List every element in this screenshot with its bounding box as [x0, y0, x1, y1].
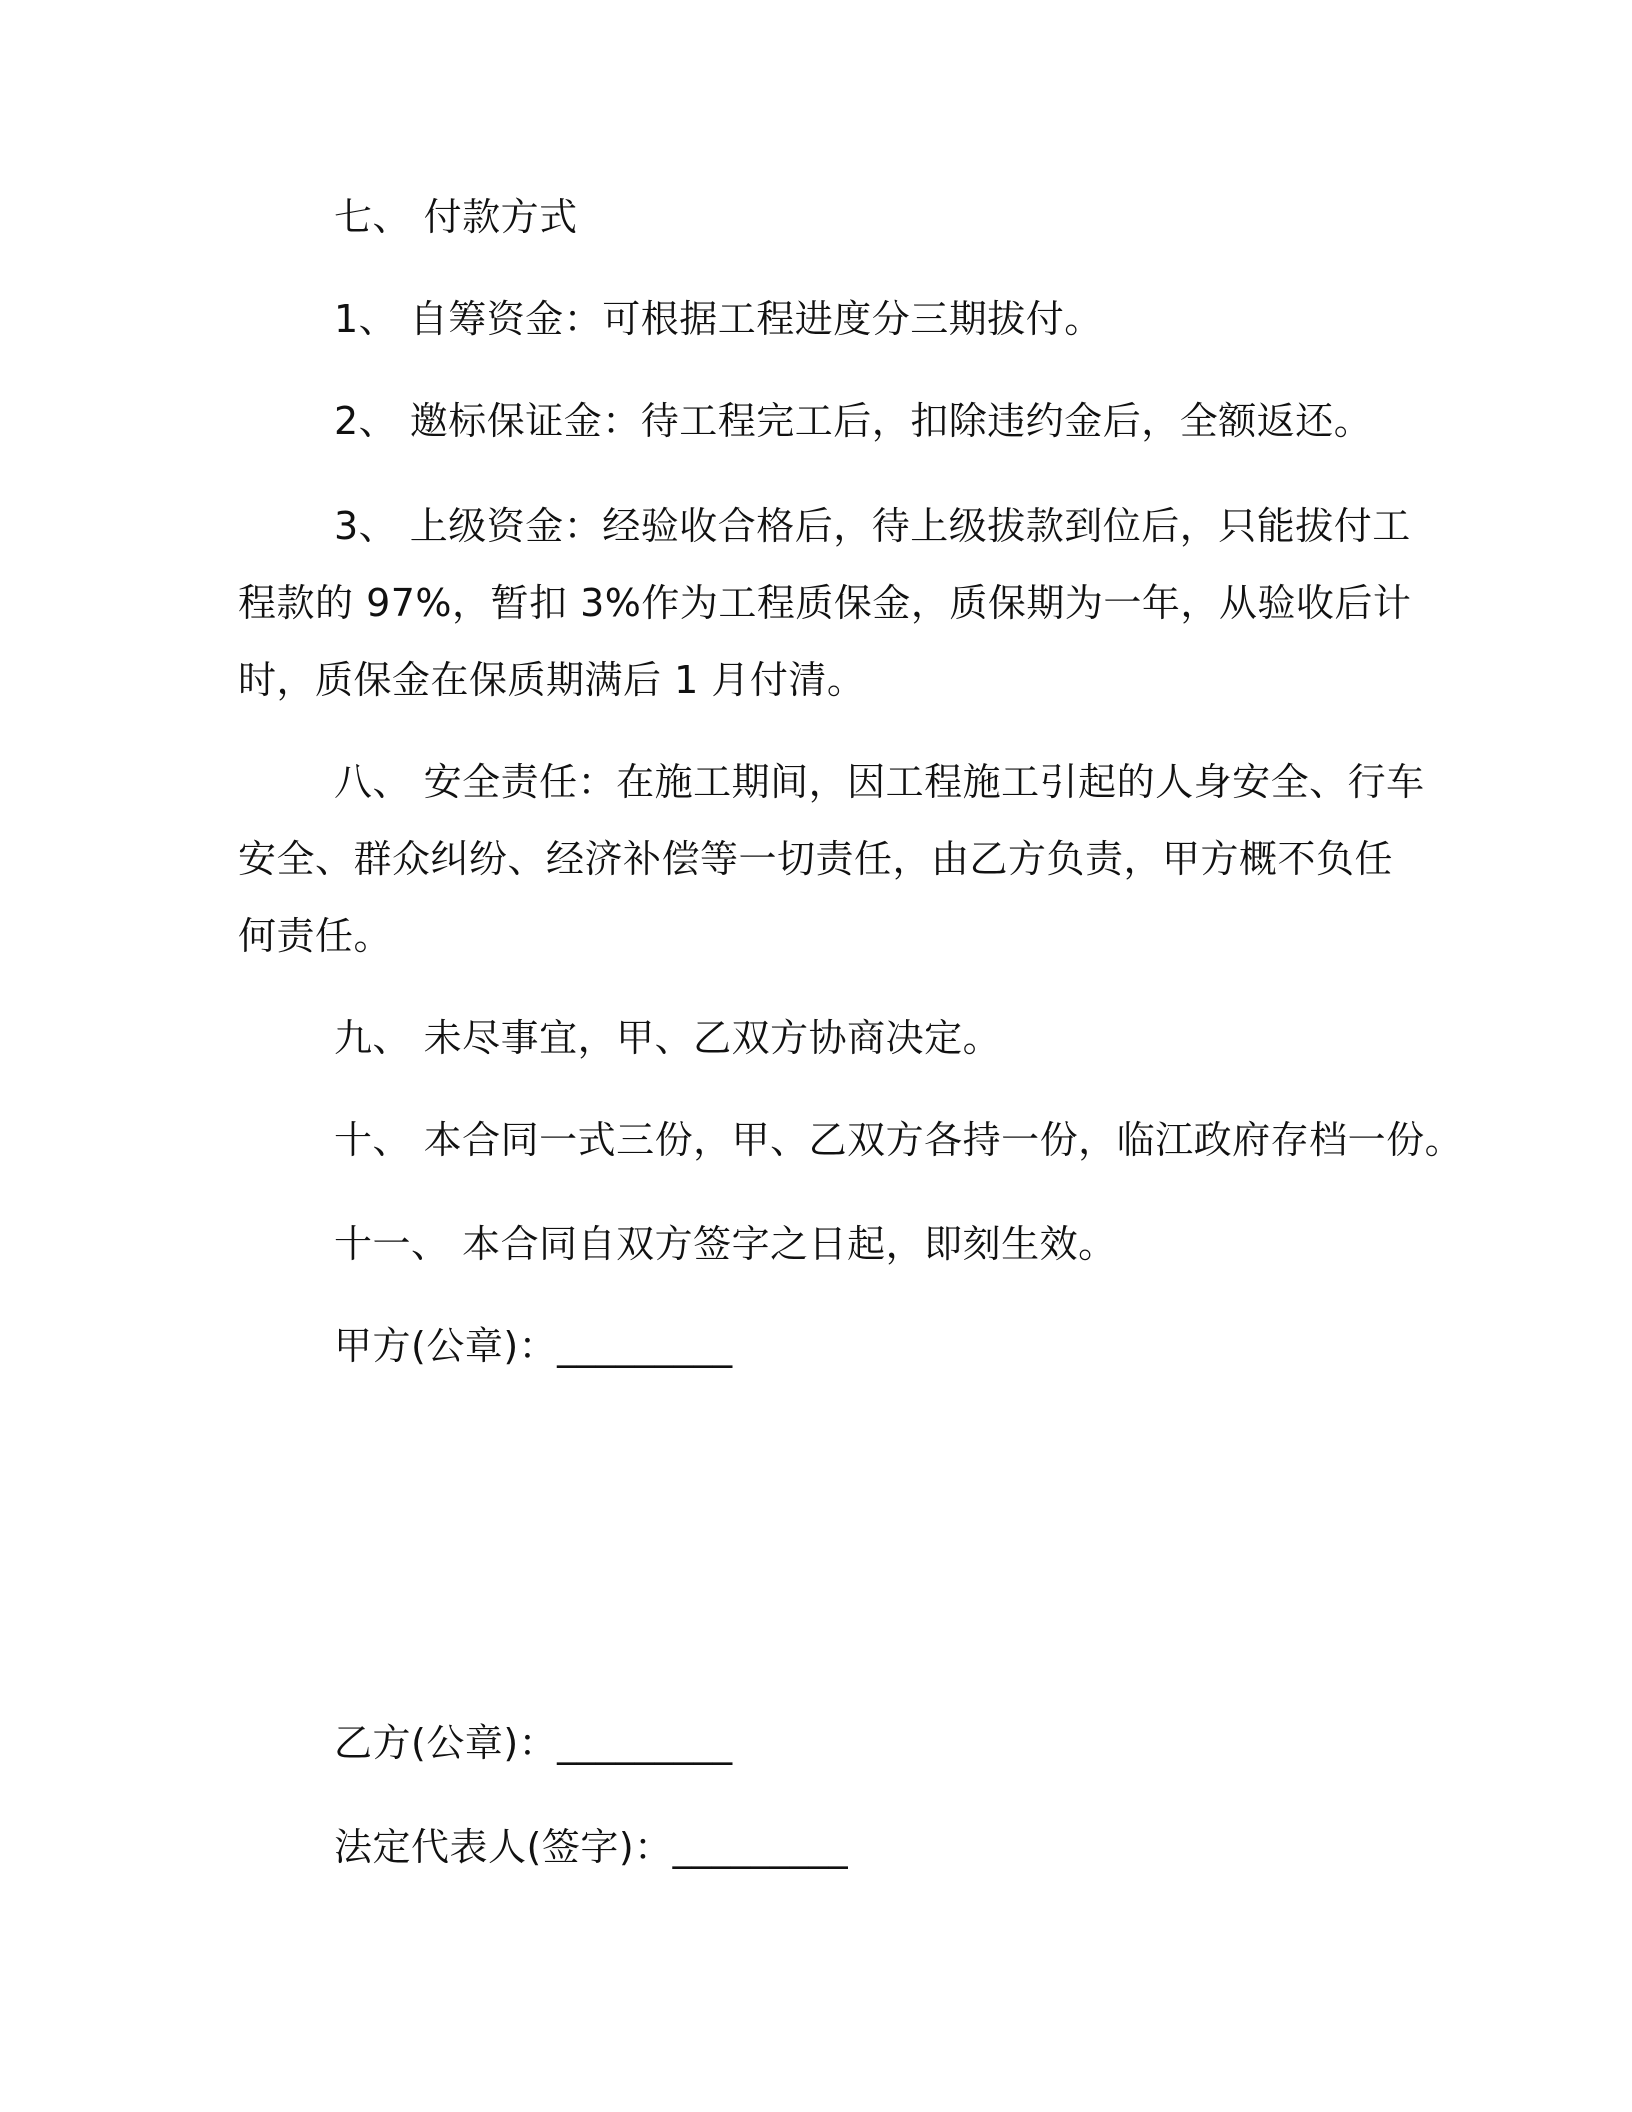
section-8-line-2: 安全、群众纠纷、经济补偿等一切责任，由乙方负责，甲方概不负任	[238, 837, 1394, 881]
signature-party-a: 甲方(公章)：_________	[334, 1324, 733, 1368]
signature-party-b: 乙方(公章)：_________	[334, 1721, 733, 1765]
section-8-line-3: 何责任。	[238, 914, 393, 958]
payment-item-3-line-3: 时，质保金在保质期满后 1 月付清。	[238, 658, 866, 702]
section-9: 九、 未尽事宜，甲、乙双方协商决定。	[334, 1016, 1002, 1060]
section-8-line-1: 八、 安全责任：在施工期间，因工程施工引起的人身安全、行车	[334, 760, 1425, 804]
payment-item-2: 2、 邀标保证金：待工程完工后，扣除违约金后，全额返还。	[334, 399, 1373, 443]
section-10: 十、 本合同一式三份，甲、乙双方各持一份，临江政府存档一份。	[334, 1118, 1464, 1162]
signature-legal-representative: 法定代表人(签字)：_________	[334, 1825, 849, 1869]
section-7-heading: 七、 付款方式	[334, 195, 578, 239]
section-11: 十一、 本合同自双方签字之日起，即刻生效。	[334, 1222, 1117, 1266]
payment-item-1: 1、 自筹资金：可根据工程进度分三期拔付。	[334, 297, 1103, 341]
payment-item-3-line-1: 3、 上级资金：经验收合格后，待上级拔款到位后，只能拔付工	[334, 504, 1411, 548]
payment-item-3-line-2: 程款的 97%，暂扣 3%作为工程质保金，质保期为一年，从验收后计	[238, 581, 1412, 625]
